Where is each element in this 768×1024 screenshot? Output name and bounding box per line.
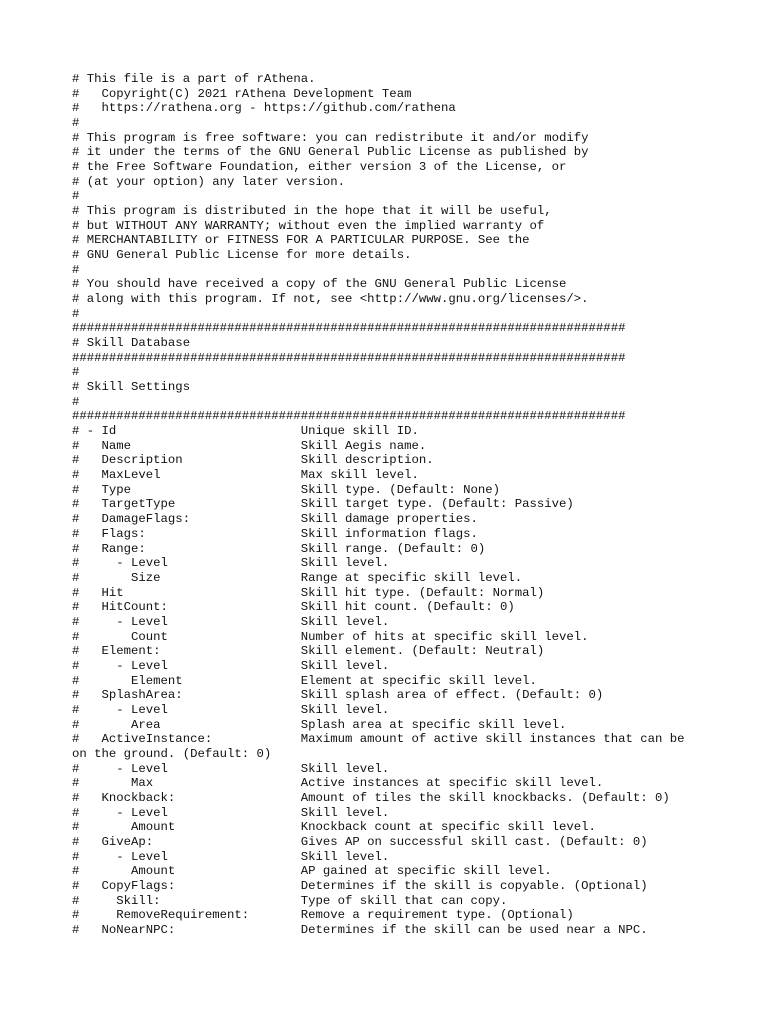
document-line: #: [72, 306, 80, 321]
document-line: ###########################################################################: [72, 409, 626, 424]
document-line: # Element: Skill element. (Default: Neutral): [72, 644, 545, 659]
document-line: # - Level Skill level.: [72, 658, 390, 673]
document-line: # This file is a part of rAthena.: [72, 72, 316, 86]
document-page: [72, 72, 712, 938]
document-line: # - Level Skill level.: [72, 702, 390, 717]
document-line: # - Level Skill level.: [72, 761, 390, 776]
document-line: #: [72, 365, 80, 380]
document-line: # This program is distributed in the hope that it will be useful,: [72, 204, 552, 219]
document-line: # but WITHOUT ANY WARRANTY; without even the implied warranty of: [72, 218, 545, 233]
document-line: # Skill Settings: [72, 380, 191, 395]
document-line: # - Level Skill level.: [72, 556, 390, 571]
document-line: # (at your option) any later version.: [72, 174, 346, 189]
document-line: # GNU General Public License for more details.: [72, 248, 412, 263]
document-line: # it under the terms of the GNU General Public License as published by: [72, 145, 589, 160]
document-line: # CopyFlags: Determines if the skill is copyable. (Optional): [72, 878, 648, 893]
document-line: # Amount Knockback count at specific skill level.: [72, 820, 596, 835]
document-line: # Name Skill Aegis name.: [72, 438, 427, 453]
document-line: #: [72, 116, 80, 131]
document-line: # along with this program. If not, see <http://www.gnu.org/licenses/>.: [72, 292, 589, 307]
document-line: ###########################################################################: [72, 321, 626, 336]
document-line: # - Id Unique skill ID.: [72, 424, 419, 439]
document-line: # GiveAp: Gives AP on successful skill cast. (Default: 0): [72, 834, 648, 849]
document-line: # MERCHANTABILITY or FITNESS FOR A PARTICULAR PURPOSE. See the: [72, 233, 530, 248]
document-line: # Description Skill description.: [72, 453, 434, 468]
document-line: # HitCount: Skill hit count. (Default: 0): [72, 600, 515, 615]
document-line: # Type Skill type. (Default: None): [72, 482, 501, 497]
document-line: # the Free Software Foundation, either version 3 of the License, or: [72, 160, 567, 175]
document-line: # This program is free software: you can redistribute it and/or modify: [72, 130, 589, 145]
document-line: # Area Splash area at specific skill level.: [72, 717, 567, 732]
document-line: # Skill: Type of skill that can copy.: [72, 893, 508, 908]
document-line: # Count Number of hits at specific skill level.: [72, 629, 589, 644]
document-line: # RemoveRequirement: Remove a requirement type. (Optional): [72, 908, 574, 923]
document-line: ###########################################################################: [72, 350, 626, 365]
document-line: # - Level Skill level.: [72, 805, 390, 820]
document-line: # - Level Skill level.: [72, 849, 390, 864]
document-line: #: [72, 189, 80, 204]
document-line: # Knockback: Amount of tiles the skill knockbacks. (Default: 0): [72, 790, 670, 805]
document-line: #: [72, 394, 80, 409]
document-line: # SplashArea: Skill splash area of effect. (Default: 0): [72, 688, 604, 703]
document-line: # https://rathena.org - https://github.com/rathena: [72, 101, 456, 116]
document-line: # You should have received a copy of the GNU General Public License: [72, 277, 567, 292]
document-line: on the ground. (Default: 0): [72, 746, 272, 761]
document-line: # ActiveInstance: Maximum amount of active skill instances that can be: [72, 732, 685, 747]
document-line: # Hit Skill hit type. (Default: Normal): [72, 585, 545, 600]
document-line: # Range: Skill range. (Default: 0): [72, 541, 486, 556]
document-line: # NoNearNPC: Determines if the skill can be used near a NPC.: [72, 922, 648, 937]
document-line: # Skill Database: [72, 336, 191, 351]
document-line: # MaxLevel Max skill level.: [72, 468, 419, 483]
document-line: # Size Range at specific skill level.: [72, 570, 523, 585]
document-line: # TargetType Skill target type. (Default: Passive): [72, 497, 574, 512]
document-line: # DamageFlags: Skill damage properties.: [72, 512, 478, 527]
document-line: # Max Active instances at specific skill level.: [72, 776, 604, 791]
document-line: # Element Element at specific skill level.: [72, 673, 537, 688]
document-line: # Flags: Skill information flags.: [72, 526, 478, 541]
document-line: # - Level Skill level.: [72, 614, 390, 629]
document-line: # Amount AP gained at specific skill level.: [72, 864, 552, 879]
document-line: # Copyright(C) 2021 rAthena Development Team: [72, 86, 412, 101]
document-line: #: [72, 262, 80, 277]
